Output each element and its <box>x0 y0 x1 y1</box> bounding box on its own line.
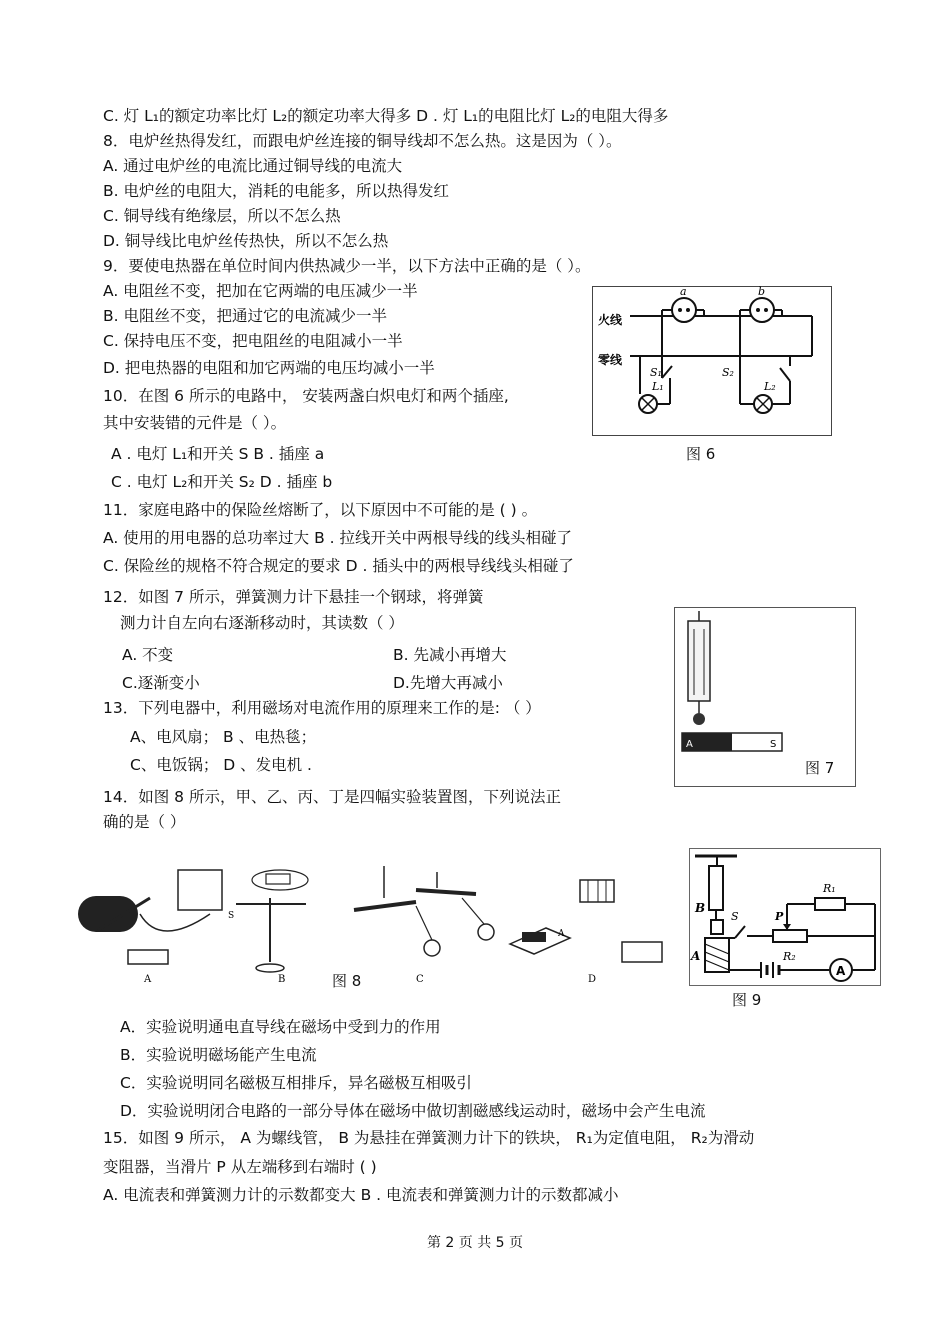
magnet-pole-a: A <box>686 739 693 750</box>
option-8c: C. 铜导线有绝缘层，所以不怎么热 <box>103 207 341 225</box>
option-14c: C．实验说明同名磁极互相排斥，异名磁极互相吸引 <box>120 1074 472 1092</box>
option-7c-7d: C. 灯 L₁的额定功率比灯 L₂的额定功率大得多 D . 灯 L₁的电阻比灯 L₂的电阻大得多 <box>103 107 669 125</box>
option-9c: C. 保持电压不变，把电阻丝的电阻减小一半 <box>103 332 403 350</box>
experiment-c-label: C <box>416 974 424 985</box>
option-12d: D.先增大再减小 <box>393 674 503 692</box>
ammeter-label: A <box>836 964 846 978</box>
option-12c: C.逐渐变小 <box>122 674 200 692</box>
option-9d: D. 把电热器的电阻和加它两端的电压均减小一半 <box>103 359 435 377</box>
question-15: 15．如图 9 所示， A 为螺线管， B 为悬挂在弹簧测力计下的铁块， R₁为定值电阻， R₂为滑动 <box>103 1129 755 1147</box>
question-14: 14．如图 8 所示，甲、乙、丙、丁是四幅实验装置图，下列说法正 <box>103 788 561 806</box>
option-8a: A. 通过电炉丝的电流比通过铜导线的电流大 <box>103 157 403 175</box>
rheostat-r2-label: R₂ <box>783 950 796 963</box>
option-8b: B. 电炉丝的电阻大，消耗的电能多，所以热得发红 <box>103 182 449 200</box>
socket-a-label: a <box>680 286 687 298</box>
option-9b: B. 电阻丝不变，把通过它的电流减少一半 <box>103 307 387 325</box>
iron-block-label: B <box>695 901 706 915</box>
option-10ab: A . 电灯 L₁和开关 S B . 插座 a <box>111 445 325 463</box>
question-11: 11．家庭电路中的保险丝熔断了，以下原因中不可能的是 ( ) 。 <box>103 501 538 519</box>
lamp-l2-label: L₂ <box>764 380 776 393</box>
option-14b: B．实验说明磁场能产生电流 <box>120 1046 317 1064</box>
option-10cd: C . 电灯 L₂和开关 S₂ D . 插座 b <box>111 473 333 491</box>
switch-s1-label: S₁ <box>650 366 662 379</box>
experiment-d-pole-a: A <box>558 929 565 939</box>
slider-p-label: P <box>775 910 784 923</box>
socket-b-label: b <box>758 286 766 298</box>
experiment-b-label: B <box>278 974 286 985</box>
question-9: 9．要使电热器在单位时间内供热减少一半，以下方法中正确的是（ ）。 <box>103 257 591 275</box>
socket-b <box>750 298 774 322</box>
fire-wire-label: 火线 <box>598 313 623 327</box>
question-15-cont: 变阻器，当滑片 P 从左端移到右端时 ( ) <box>103 1158 377 1176</box>
rheostat-r2 <box>773 930 807 942</box>
switch-s2-label: S₂ <box>722 366 734 379</box>
experiment-b-pole-s: S <box>228 911 235 921</box>
option-15ab: A. 电流表和弹簧测力计的示数都变大 B . 电流表和弹簧测力计的示数都减小 <box>103 1186 619 1204</box>
question-10-cont: 其中安装错的元件是（ ）。 <box>103 414 287 432</box>
question-14-cont: 确的是（ ） <box>103 813 186 831</box>
figure-9-caption: 图 9 <box>732 991 762 1009</box>
option-14d: D．实验说明闭合电路的一部分导体在磁场中做切割磁感线运动时，磁场中会产生电流 <box>120 1102 706 1120</box>
option-8d: D. 铜导线比电炉丝传热快，所以不怎么热 <box>103 232 389 250</box>
figure-7-caption: 图 7 <box>805 759 835 777</box>
experiment-d-label: D <box>588 974 597 985</box>
option-12a: A. 不变 <box>122 646 174 664</box>
option-14a: A．实验说明通电直导线在磁场中受到力的作用 <box>120 1018 441 1036</box>
neutral-wire-label: 零线 <box>598 353 623 367</box>
lamp-l1-label: L₁ <box>652 380 664 393</box>
figure-8-experiments <box>70 858 682 996</box>
option-11ab: A. 使用的用电器的总功率过大 B . 拉线开关中两根导线的线头相碰了 <box>103 529 573 547</box>
page-footer: 第 2 页 共 5 页 <box>426 1235 524 1251</box>
socket-a <box>672 298 696 322</box>
figure-6-circuit <box>592 286 832 436</box>
option-11cd: C. 保险丝的规格不符合规定的要求 D . 插头中的两根导线线头相碰了 <box>103 557 574 575</box>
question-12: 12．如图 7 所示，弹簧测力计下悬挂一个钢球，将弹簧 <box>103 588 484 606</box>
option-12b: B. 先减小再增大 <box>393 646 507 664</box>
magnet-pole-s: S <box>770 739 777 750</box>
resistor-r1-label: R₁ <box>823 882 836 895</box>
question-10: 10．在图 6 所示的电路中， 安装两盏白炽电灯和两个插座, <box>103 387 509 405</box>
experiment-a-magnet <box>78 896 138 932</box>
solenoid-label: A <box>691 949 701 963</box>
figure-8-caption: 图 8 <box>332 972 362 990</box>
switch-s-label: S <box>731 910 739 923</box>
experiment-a-label: A <box>144 974 152 985</box>
figure-6-caption: 图 6 <box>686 445 716 463</box>
solenoid <box>705 938 729 972</box>
question-13: 13．下列电器中，利用磁场对电流作用的原理来工作的是: （ ） <box>103 699 541 717</box>
option-9a: A. 电阻丝不变，把加在它两端的电压减少一半 <box>103 282 418 300</box>
question-12-cont: 测力计自左向右逐渐移动时，其读数（ ） <box>120 614 404 632</box>
question-8: 8．电炉丝热得发红，而跟电炉丝连接的铜导线却不怎么热。这是因为（ ）。 <box>103 132 622 150</box>
figure-9-solenoid-circuit <box>689 848 881 986</box>
option-13cd: C、电饭锅； D 、发电机 . <box>130 756 312 774</box>
resistor-r1 <box>815 898 845 910</box>
option-13ab: A、电风扇； B 、电热毯； <box>130 728 317 746</box>
